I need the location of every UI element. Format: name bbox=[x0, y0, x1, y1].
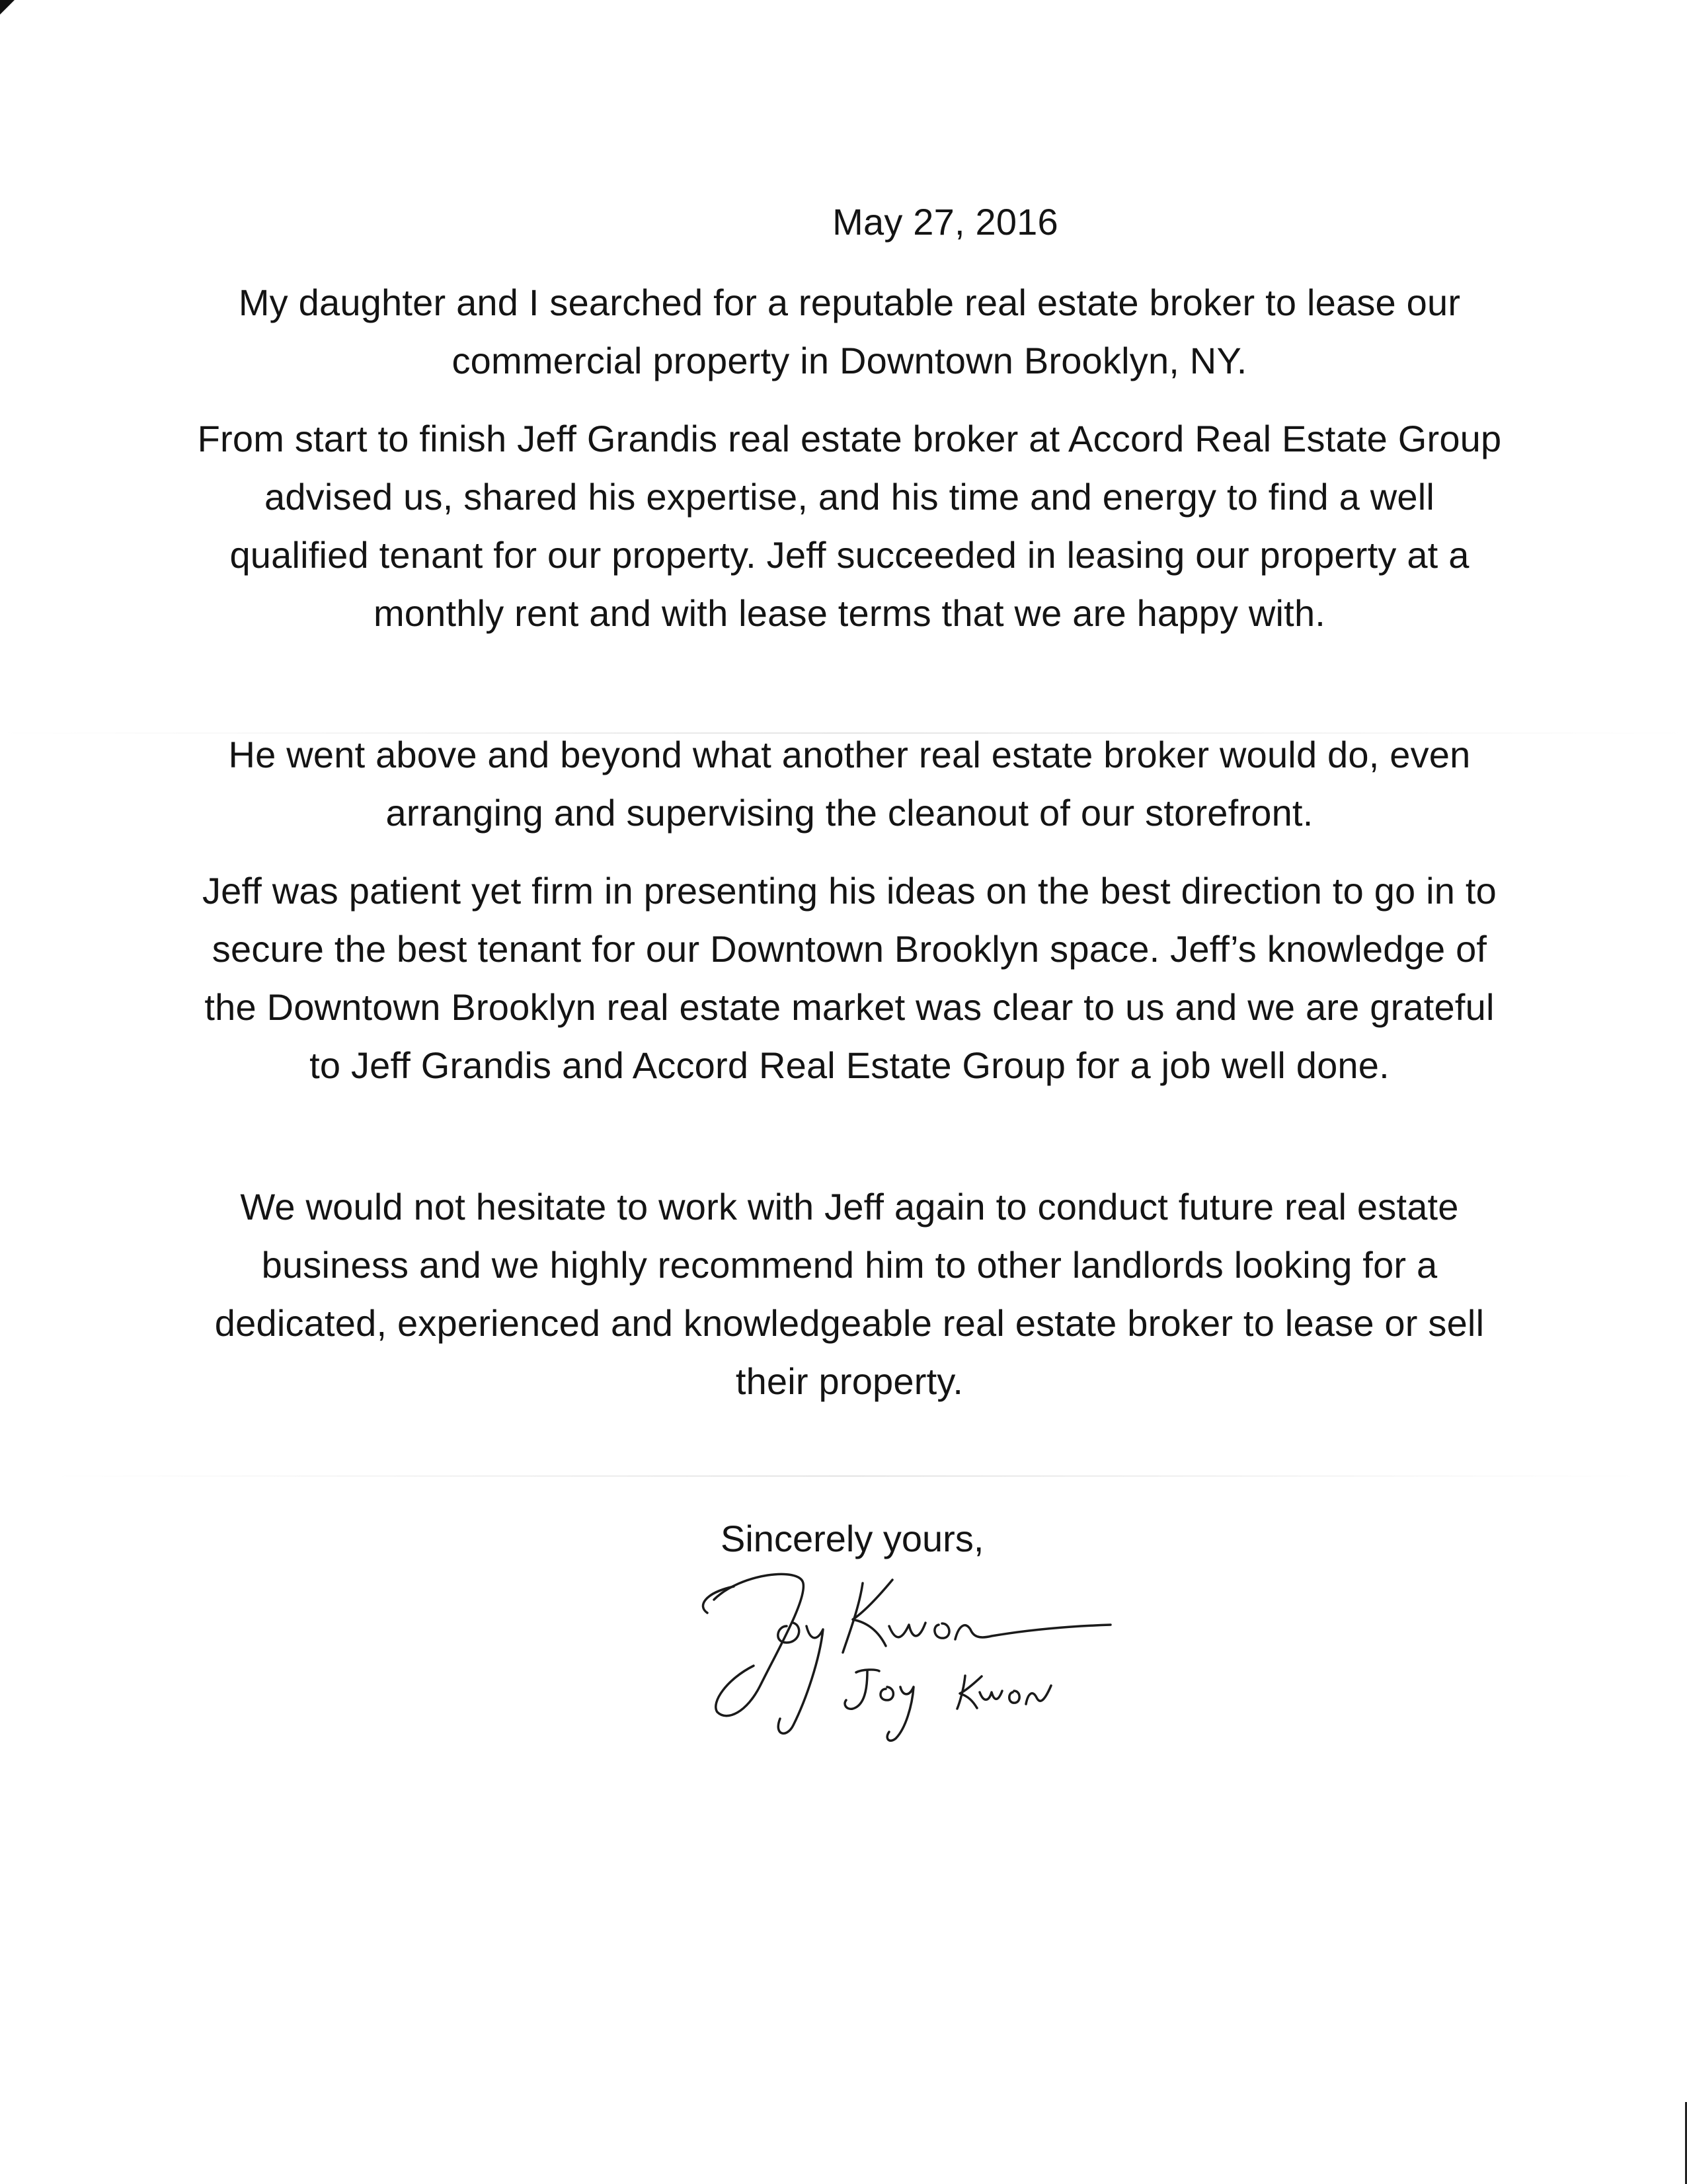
letter-paragraph-4: Jeff was patient yet firm in presenting his ideas on the best direction to go in to secure the best tenant for our Downtown Brooklyn space. Jeff’s knowledge of the Downtown Brooklyn real estate market was clear to us and we are grateful to Jeff Grandis and Accord Real Estate Group for a job well done. bbox=[202, 870, 1497, 1086]
letter-date: May 27, 2016 bbox=[832, 201, 1058, 243]
paper-fold-line bbox=[53, 1475, 1639, 1477]
letter-closing: Sincerely yours, bbox=[721, 1518, 984, 1559]
letter-paragraph-2: From start to finish Jeff Grandis real estate broker at Accord Real Estate Group advised us, shared his expertise, and his time and energy to find a well qualified tenant for our property. Jeff succeeded in leasing our property at a monthly rent and with lease terms that we are happy with. bbox=[197, 418, 1502, 634]
letter-paragraph-1: My daughter and I searched for a reputable real estate broker to lease our commercial property in Downtown Brooklyn, NY. bbox=[238, 282, 1461, 381]
letter-paragraph-5: We would not hesitate to work with Jeff again to conduct future real estate business and we highly recommend him to other landlords looking for a dedicated, experienced and knowledgeable real estate broker to lease or sell their property. bbox=[214, 1186, 1485, 1402]
scan-corner-mark bbox=[0, 0, 15, 15]
handwritten-signature bbox=[687, 1547, 1163, 1745]
letter-paragraph-3: He went above and beyond what another real estate broker would do, even arranging and supervising the cleanout of our storefront. bbox=[228, 734, 1471, 834]
